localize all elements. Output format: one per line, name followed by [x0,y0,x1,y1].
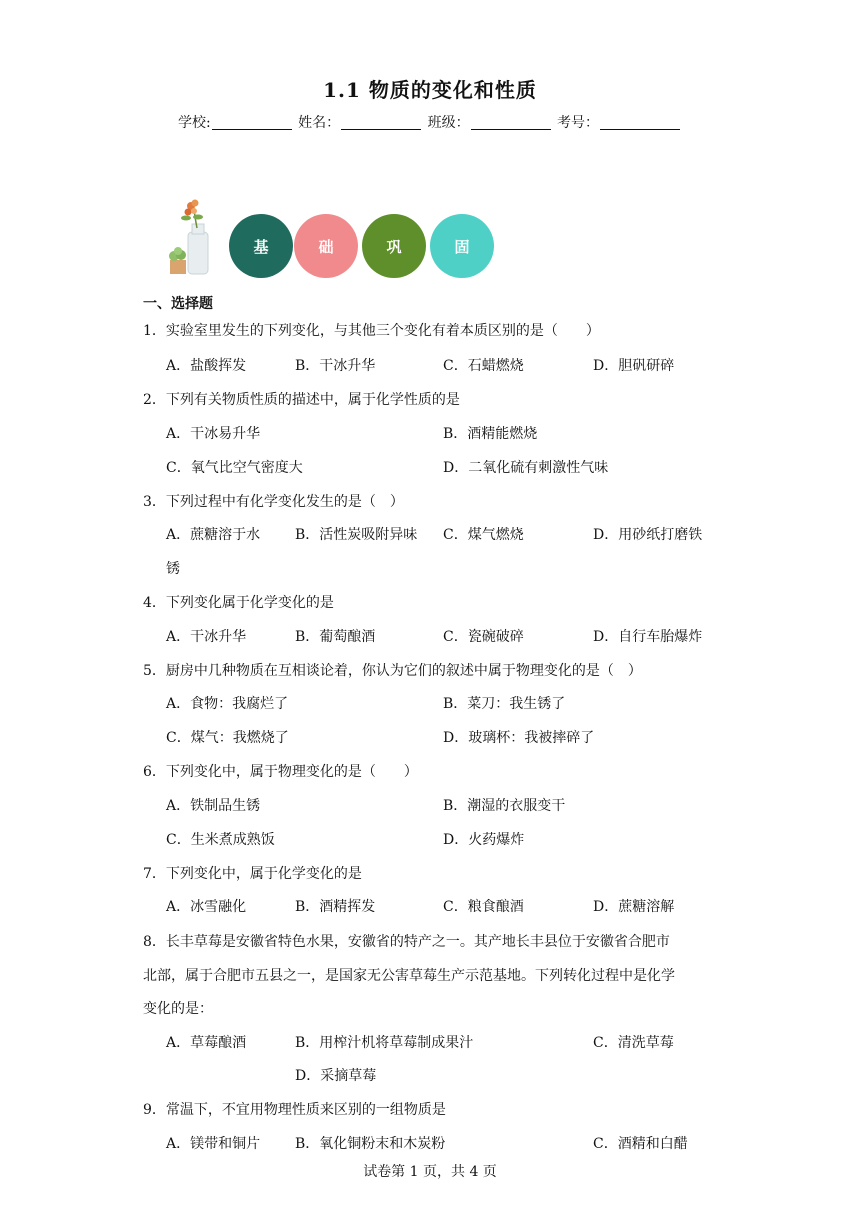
question-5-option-a[interactable]: A．食物：我腐烂了 [166,696,289,712]
question-7-option-a[interactable]: A．冰雪融化 [166,899,247,915]
question-2-option-b[interactable]: B．酒精能燃烧 [443,426,538,442]
question-6-option-a[interactable]: A．铁制品生锈 [166,798,261,814]
question-8-stem-line-2: 北部，属于合肥市五县之一，是国家无公害草莓生产示范基地。下列转化过程中是化学 [143,968,675,984]
question-9-option-a[interactable]: A．镁带和铜片 [166,1136,261,1152]
question-2-option-a[interactable]: A．干冰易升华 [166,426,261,442]
question-3-stem: 3．下列过程中有化学变化发生的是（ ） [143,494,404,510]
question-4-option-a[interactable]: A．干冰升华 [166,629,247,645]
question-3-option-a[interactable]: A．蔗糖溶于水 [166,527,261,543]
plant-vase-icon [164,198,216,278]
class-blank[interactable] [471,115,551,130]
exam-number-label: 考号： [557,115,600,131]
question-2-option-d[interactable]: D．二氧化硫有刺激性气味 [443,460,609,476]
question-5-option-b[interactable]: B．菜刀：我生锈了 [443,696,566,712]
question-1-option-d[interactable]: D．胆矾研碎 [593,358,675,374]
badge-chu [294,214,358,278]
section-title: 一、选择题 [143,296,213,312]
question-6-stem: 6．下列变化中，属于物理变化的是（ ） [143,764,418,780]
question-5-stem: 5．厨房中几种物质在互相谈论着，你认为它们的叙述中属于物理变化的是（ ） [143,663,642,679]
question-8-stem-line-1: 8．长丰草莓是安徽省特色水果，安徽省的特产之一。其产地长丰县位于安徽省合肥市 [143,934,670,950]
badge-gu-label: 固 [454,237,470,256]
question-9-option-b[interactable]: B．氧化铜粉末和木炭粉 [295,1136,446,1152]
question-9-stem: 9．常温下，不宜用物理性质来区别的一组物质是 [143,1102,446,1118]
question-9-option-c[interactable]: C．酒精和白醋 [593,1136,688,1152]
question-7-option-b[interactable]: B．酒精挥发 [295,899,376,915]
question-6-option-c[interactable]: C．生米煮成熟饭 [166,832,275,848]
school-label: 学校: [177,115,211,131]
question-4-stem: 4．下列变化属于化学变化的是 [143,595,334,611]
question-6-option-d[interactable]: D．火药爆炸 [443,832,525,848]
question-4-option-d[interactable]: D．自行车胎爆炸 [593,629,703,645]
badge-chu-label: 础 [318,237,334,256]
question-1-option-a[interactable]: A．盐酸挥发 [166,358,247,374]
badge-ji-label: 基 [253,237,269,256]
question-8-stem-line-3: 变化的是： [143,1001,213,1017]
school-blank[interactable] [212,115,292,130]
question-7-option-d[interactable]: D．蔗糖溶解 [593,899,675,915]
student-info-line [0,112,860,132]
question-7-stem: 7．下列变化中，属于化学变化的是 [143,866,362,882]
badge-gong [362,214,426,278]
question-5-option-d[interactable]: D．玻璃杯：我被摔碎了 [443,730,595,746]
name-blank[interactable] [341,115,421,130]
question-3-option-b[interactable]: B．活性炭吸附异味 [295,527,418,543]
question-3-option-c[interactable]: C．煤气燃烧 [443,527,524,543]
question-3-option-d-wrap: 锈 [166,561,180,577]
class-label: 班级： [427,115,470,131]
question-8-option-b[interactable]: B．用榨汁机将草莓制成果汁 [295,1035,474,1051]
badge-gu [430,214,494,278]
question-8-option-d[interactable]: D．采摘草莓 [295,1068,377,1084]
name-label: 姓名： [298,115,341,131]
question-4-option-c[interactable]: C．瓷碗破碎 [443,629,524,645]
exam-number-blank[interactable] [600,115,680,130]
question-3-option-d[interactable]: D．用砂纸打磨铁 [593,527,703,543]
page-footer: 试卷第 1 页，共 4 页 [363,1164,497,1180]
question-7-option-c[interactable]: C．粮食酿酒 [443,899,524,915]
badge-ji [229,214,293,278]
badge-gong-label: 巩 [386,237,402,256]
question-1-option-c[interactable]: C．石蜡燃烧 [443,358,524,374]
question-2-stem: 2．下列有关物质性质的描述中，属于化学性质的是 [143,392,460,408]
question-8-option-a[interactable]: A．草莓酿酒 [166,1035,247,1051]
question-1-stem: 1．实验室里发生的下列变化，与其他三个变化有着本质区别的是（ ） [143,323,600,339]
question-5-option-c[interactable]: C．煤气：我燃烧了 [166,730,289,746]
question-2-option-c[interactable]: C．氧气比空气密度大 [166,460,303,476]
question-1-option-b[interactable]: B．干冰升华 [295,358,376,374]
question-4-option-b[interactable]: B．葡萄酿酒 [295,629,376,645]
question-6-option-b[interactable]: B．潮湿的衣服变干 [443,798,566,814]
page-title: 1.1 物质的变化和性质 [323,78,537,102]
question-8-option-c[interactable]: C．清洗草莓 [593,1035,674,1051]
